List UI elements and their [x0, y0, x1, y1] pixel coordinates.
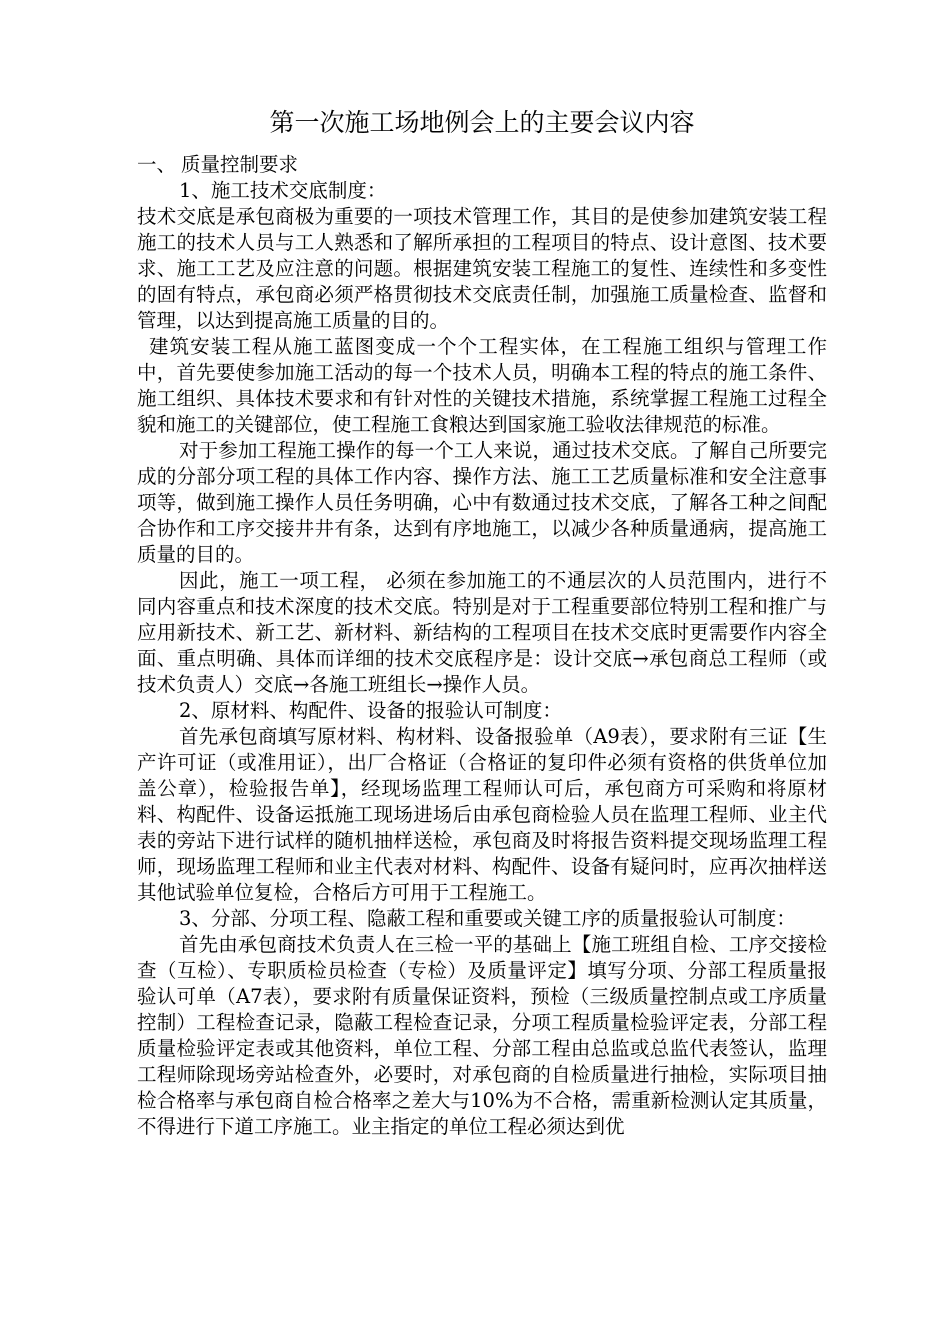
paragraph: 建筑安装工程从施工蓝图变成一个个工程实体，在工程施工组织与管理工作中，首先要使参加施工活动的每一个技术人员，明确本工程的特点的施工条件、施工组织、具体技术要求和有针对性的关键技术措施，系统掌握工程施工过程全貌和施工的关键部位，使工程施工食粮达到国家施工验收法律规范的标准。 [137, 335, 827, 436]
paragraph: 对于参加工程施工操作的每一个工人来说，通过技术交底。了解自己所要完成的分部分项工程的具体工作内容、操作方法、施工工艺质量标准和安全注意事项等，做到施工操作人员任务明确，心中有数通过技术交底，了解各工种之间配合协作和工序交接井井有条，达到有序地施工，以减少各种质量通病，提高施工质量的目的。 [137, 439, 827, 566]
paragraph: 首先承包商填写原材料、构材料、设备报验单（A9表），要求附有三证【生产许可证（或准用证），出厂合格证（合格证的复印件必须有资格的供货单位加盖公章），检验报告单】，经现场监理工程师认可后，承包商方可采购和将原材料、构配件、设备运抵施工现场进场后由承包商检验人员在监理工程师、业主代表的旁站下进行试样的随机抽样送检，承包商及时将报告资料提交现场监理工程师，现场监理工程师和业主代表对材料、构配件、设备有疑问时，应再次抽样送其他试验单位复检，合格后方可用于工程施工。 [137, 725, 827, 904]
paragraph: 技术交底是承包商极为重要的一项技术管理工作，其目的是使参加建筑安装工程施工的技术人员与工人熟悉和了解所承担的工程项目的特点、设计意图、技术要求、施工工艺及应注意的问题。根据建筑安装工程施工的复性、连续性和多变性的固有特点，承包商必须严格贯彻技术交底责任制，加强施工质量检查、监督和管理，以达到提高施工质量的目的。 [137, 205, 827, 332]
subheading-technical-briefing: 1、施工技术交底制度： [179, 179, 387, 202]
document-title: 第一次施工场地例会上的主要会议内容 [269, 108, 695, 137]
subheading-quality-inspection: 3、分部、分项工程、隐蔽工程和重要或关键工序的质量报验认可制度： [179, 907, 796, 930]
section-heading-quality-control [137, 152, 827, 178]
document-body [137, 106, 827, 1140]
section-label: 质量控制要求 [181, 153, 299, 176]
paragraph: 首先由承包商技术负责人在三检一平的基础上【施工班组自检、工序交接检查（互检）、专职质检员检查（专检）及质量评定】填写分项、分部工程质量报验认可单（A7表），要求附有质量保证资料，预检（三级质量控制点或工序质量控制）工程检查记录，隐蔽工程检查记录，分项工程质量检验评定表，分部工程质量检验评定表或其他资料，单位工程、分部工程由总监或总监代表签认，监理工程师除现场旁站检查外，必要时，对承包商的自检质量进行抽检，实际项目抽检合格率与承包商自检合格率之差大与10%为不合格，需重新检测认定其质量，不得进行下道工序施工。业主指定的单位工程必须达到优 [137, 933, 827, 1138]
paragraph: 因此，施工一项工程， 必须在参加施工的不通层次的人员范围内，进行不同内容重点和技术深度的技术交底。特别是对于工程重要部位特别工程和推广与应用新技术、新工艺、新材料、新结构的工程项目在技术交底时更需要作内容全面、重点明确、具体而详细的技术交底程序是：设计交底→承包商总工程师（或技术负责人）交底→各施工班组长→操作人员。 [137, 569, 827, 696]
subheading-material-approval: 2、原材料、构配件、设备的报验认可制度： [179, 699, 562, 722]
section-number: 一、 [137, 153, 177, 176]
